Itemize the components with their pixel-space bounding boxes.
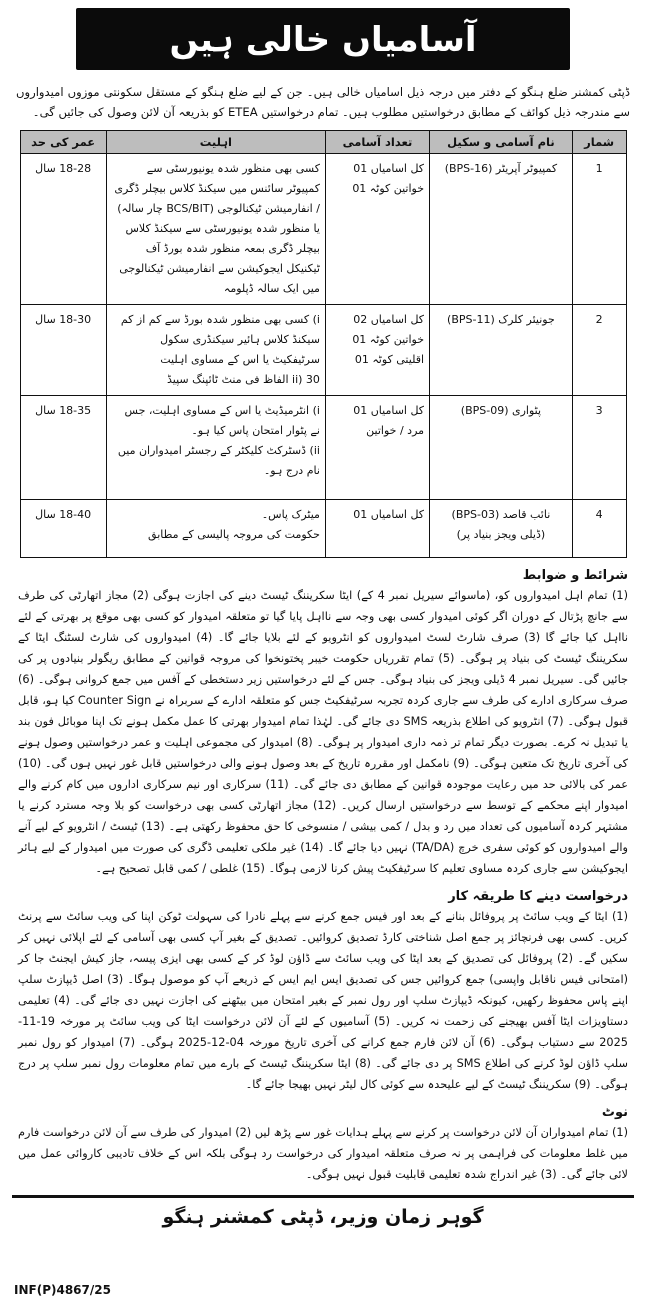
cell-post: جونیئر کلرک (BPS-11)	[430, 305, 573, 396]
notes-paragraph: (1) تمام امیدواران آن لائن درخواست پر کرنے سے پہلے ہدایات غور سے پڑھ لیں (2) امیدوار کی طرف سے آن لائن درخواست فارم میں غلط معلومات کی فراہمی پر نہ صرف متعلقہ امیدوار کی درخواست رد ہوگی بلکہ اس کے خلاف تادیبی کاروائی عمل میں لائی جائے گی۔ (3) غیر اندراج شدہ تعلیمی قابلیت قبول نہیں ہوگی۔	[18, 1126, 628, 1181]
vacancy-line: اقلیتی کوٹہ 01	[354, 353, 425, 366]
table-header-row	[20, 131, 626, 154]
qualification-line: i) انٹرمیڈیٹ یا اس کے مساوی اہلیت، جس نے پٹوار امتحان پاس کیا ہو۔	[124, 404, 320, 437]
header-age: عمر کی حد	[20, 131, 106, 154]
notes-heading: نوٹ	[601, 1105, 628, 1120]
cell-age: 18-28 سال	[20, 154, 106, 305]
post-title: نائب قاصد (BPS-03)	[451, 508, 551, 521]
table-row	[20, 154, 626, 305]
cell-post: پٹواری (BPS-09)	[430, 396, 573, 500]
header-qualification: اہلیت	[106, 131, 325, 154]
cell-post: کمپیوٹر آپریٹر (BPS-16)	[430, 154, 573, 305]
cell-sno: 2	[572, 305, 626, 396]
cell-age: 18-30 سال	[20, 305, 106, 396]
terms-paragraph: (1) تمام اہل امیدواروں کو، (ماسوائے سیریل نمبر 4 کے) ایٹا سکریننگ ٹیسٹ دینے کی اجازت ہوگی (2) مجاز اتھارٹی کی طرف سے جانچ پڑتال کے دوران اگر کوئی امیدوار کسی بھی وجہ سے نااہل پایا گیا تو متعلقہ امیدوار کو کسی بھی موقع پر بھرتی کے لئے نااہل کیا جائے گا (3) صرف شارٹ لسٹ امیدواروں کو انٹرویو کے لئے بلایا جائے گا۔ (4) امیدواروں کی شارٹ لسٹنگ ایٹا کے سکریننگ ٹیسٹ کی بنیاد پر ہوگی۔ (5) تمام تقرریاں حکومت خیبر پختونخوا کی مروجہ قوانین کے مطابق ریگولر بنیادوں پر کی جائیں گی۔ سیریل نمبر 4 ڈیلی ویجز کی بنیاد ہوگی۔ جس کے لئے درخواستیں زیر دستخطی کے آفس میں جمع کروانی ہوگی۔ (6) صرف سرکاری ادارے کی طرف سے جاری کردہ تجربہ سرٹیفکیٹ جس کو متعلقہ ادارے کے سربراہ نے Counter Sign کیا ہو، قابل قبول ہوگی۔ (7) انٹرویو کی اطلاع بذریعہ SMS دی جائے گی۔ لہٰذا تمام امیدوار بھرتی کا عمل مکمل ہونے تک اپنا موبائل فون بند یا تبدیل نہ کرے۔ بصورت دیگر تمام تر ذمہ داری امیدوار پر ہوگی۔ (8) امیدوار کی مجموعی اہلیت و عمر درخواستیں وصول ہونے کی آخری تاریخ تک متعین ہوگی۔ (9) نامکمل اور مقررہ تاریخ کے بعد وصول ہونے والی درخواستیں قابل غور نہیں ہوں گی۔ (10) عمر کی بالائی حد میں رعایت موجودہ قوانین کے مطابق دی جائے گی۔ (11) سرکاری اور نیم سرکاری اداروں میں کام کرنے والے امیدوار اپنے محکمے کے توسط سے درخواستیں ارسال کریں۔ (12) مجاز اتھارٹی کسی بھی درخواست کو بلا وجہ مسترد کرنے یا مشتہر کردہ آسامیوں کی تعداد میں رد و بدل / کمی بیشی / منسوخی کا حق محفوظ رکھتی ہے۔ (13) ٹیسٹ / انٹرویو کے لیے آنے والے امیدواروں کو کوئی سفری خرچ (TA/DA) نہیں دیا جائے گا۔ (14) غیر ملکی تعلیمی ڈگری کی صورت میں امیدوار کے لیے ہائر ایجوکیشن سے جاری کردہ مساوی تعلیم کا سرٹیفکیٹ پیش کرنا لازمی ہوگا۔ (15) غلطی / کمی قابل تصحیح ہے۔	[18, 589, 629, 875]
cell-vacancies	[325, 154, 429, 305]
post-subtitle: (ڈیلی ویجز بنیاد پر)	[456, 528, 546, 541]
vacancy-line: مرد / خواتین	[366, 424, 425, 437]
vacancy-line: کل اسامیاں 01	[353, 508, 425, 521]
cell-sno: 4	[572, 500, 626, 558]
cell-vacancies	[325, 396, 429, 500]
cell-qualification	[106, 500, 325, 558]
vacancy-line: کل اسامیاں 02	[353, 313, 425, 326]
banner-title: آسامیاں خالی ہیں	[76, 8, 570, 70]
qualification-line: ii) 30 الفاظ فی منٹ ٹائپنگ سپیڈ	[167, 373, 320, 386]
cell-qualification	[106, 305, 325, 396]
cell-sno: 1	[572, 154, 626, 305]
qualification-line: میٹرک پاس۔	[261, 508, 320, 521]
advertisement-page	[0, 8, 646, 1307]
cell-vacancies	[325, 500, 429, 558]
cell-sno: 3	[572, 396, 626, 500]
header-vacancies: تعداد آسامی	[325, 131, 429, 154]
terms-heading: شرائط و ضوابط	[522, 568, 628, 583]
vacancy-table	[20, 130, 627, 558]
cell-post	[430, 500, 573, 558]
qualification-line: ii) ڈسٹرکٹ کلیکٹر کے رجسٹر امیدواران میں نام درج ہو۔	[117, 444, 320, 477]
vacancy-line: کل اسامیاں 01	[353, 404, 425, 417]
intro-paragraph: ڈپٹی کمشنر ضلع ہنگو کے دفتر میں درجہ ذیل اسامیاں خالی ہیں۔ جن کے لیے ضلع ہنگو کے مستقل سکونتی موزوں امیدواروں سے مندرجہ ذیل کوائف کے مطابق درخواستیں مطلوب ہیں۔ تمام درخواستیں ETEA کو بذریعہ آن لائن وصول کی جائیں گی۔	[16, 85, 630, 119]
signature: گوہر زمان وزیر، ڈپٹی کمشنر ہنگو	[162, 1206, 484, 1228]
vacancy-line: کل اسامیاں 01	[353, 162, 425, 175]
procedure-paragraph: (1) ایٹا کے ویب سائٹ پر پروفائل بنانے کے بعد اور فیس جمع کرنے سے پہلے نادرا کی سہولت ٹوکن اپنا کی ویب سائٹ سے پرنٹ کریں۔ کسی بھی فرنچائز پر جمع اصل شناختی کارڈ تصدیق کروائیں۔ تصدیق کے بغیر آپ کسی بھی آسامی کے لئے اپلائی نہیں کر سکیں گے۔ (2) پروفائل کی تصدیق کے بعد ایٹا کی ویب سائٹ سے ڈاؤن لوڈ کر کے کسی بھی ایزی پیسہ، جاز کیش ایجنٹ جا کر (امتحانی فیس ناقابل واپسی) جمع کروائیں جس کی تصدیق ایس ایم ایس کے ذریعے آپ کو موصول ہوگا۔ (3) اصل ڈیپازٹ سلپ اپنے پاس محفوظ رکھیں، کیونکہ ڈیپازٹ سلپ اور رول نمبر کے بغیر امتحان میں بیٹھنے کی اجازت نہیں دی جائے گی۔ (4) تعلیمی دستاویزات ایٹا آفس بھیجنے کی زحمت نہ کریں۔ (5) آسامیوں کے لئے آن لائن درخواست ایٹا کی ویب سائٹ پر مورخہ 19-11-2025 سے دستیاب ہوگی۔ (6) آن لائن فارم جمع کرانے کی آخری تاریخ مورخہ 04-12-2025 ہوگی۔ (7) امیدوار کو رول نمبر سلپ ڈاؤن لوڈ کرنے کی اطلاع SMS پر دی جائے گی۔ (8) ایٹا سکریننگ ٹیسٹ کے بارے میں تمام معلومات رول نمبر سلپ پر درج ہوگی۔ (9) سکریننگ ٹیسٹ کے لیے علیحدہ سے کوئی کال لیٹر نہیں بھیجا جائے گا۔	[18, 910, 629, 1091]
procedure-heading: درخواست دینے کا طریقہ کار	[448, 889, 628, 904]
cell-qualification	[106, 396, 325, 500]
table-row	[20, 305, 626, 396]
cell-qualification	[106, 154, 325, 305]
header-post: نام آسامی و سکیل	[430, 131, 573, 154]
vacancy-line: خواتین کوٹہ 01	[352, 333, 425, 346]
qualification-line: i) کسی بھی منظور شدہ بورڈ سے کم از کم سیکنڈ کلاس ہائیر سیکنڈری سکول سرٹیفکیٹ یا اس کے مساوی اہلیت	[120, 313, 320, 366]
reference-number: INF(P)4867/25	[14, 1283, 111, 1297]
vacancy-line: خواتین کوٹہ 01	[352, 182, 425, 195]
cell-vacancies	[325, 305, 429, 396]
footer-divider	[12, 1195, 634, 1198]
qualification-line: حکومت کی مروجہ پالیسی کے مطابق	[148, 528, 320, 541]
cell-age: 18-40 سال	[20, 500, 106, 558]
table-row	[20, 500, 626, 558]
table-row	[20, 396, 626, 500]
header-sno: شمار	[572, 131, 626, 154]
qualification-line: کسی بھی منظور شدہ یونیورسٹی سے کمپیوٹر سائنس میں سیکنڈ کلاس بیچلر ڈگری / انفارمیشن ٹیکنالوجی (BCS/BIT چار سالہ) یا منظور شدہ یونیورسٹی سے سیکنڈ کلاس بیچلر ڈگری بمعہ منظور شدہ بورڈ آف ٹیکنیکل ایجوکیشن سے انفارمیشن ٹیکنالوجی میں ایک سالہ ڈپلومہ	[114, 162, 320, 295]
cell-age: 18-35 سال	[20, 396, 106, 500]
